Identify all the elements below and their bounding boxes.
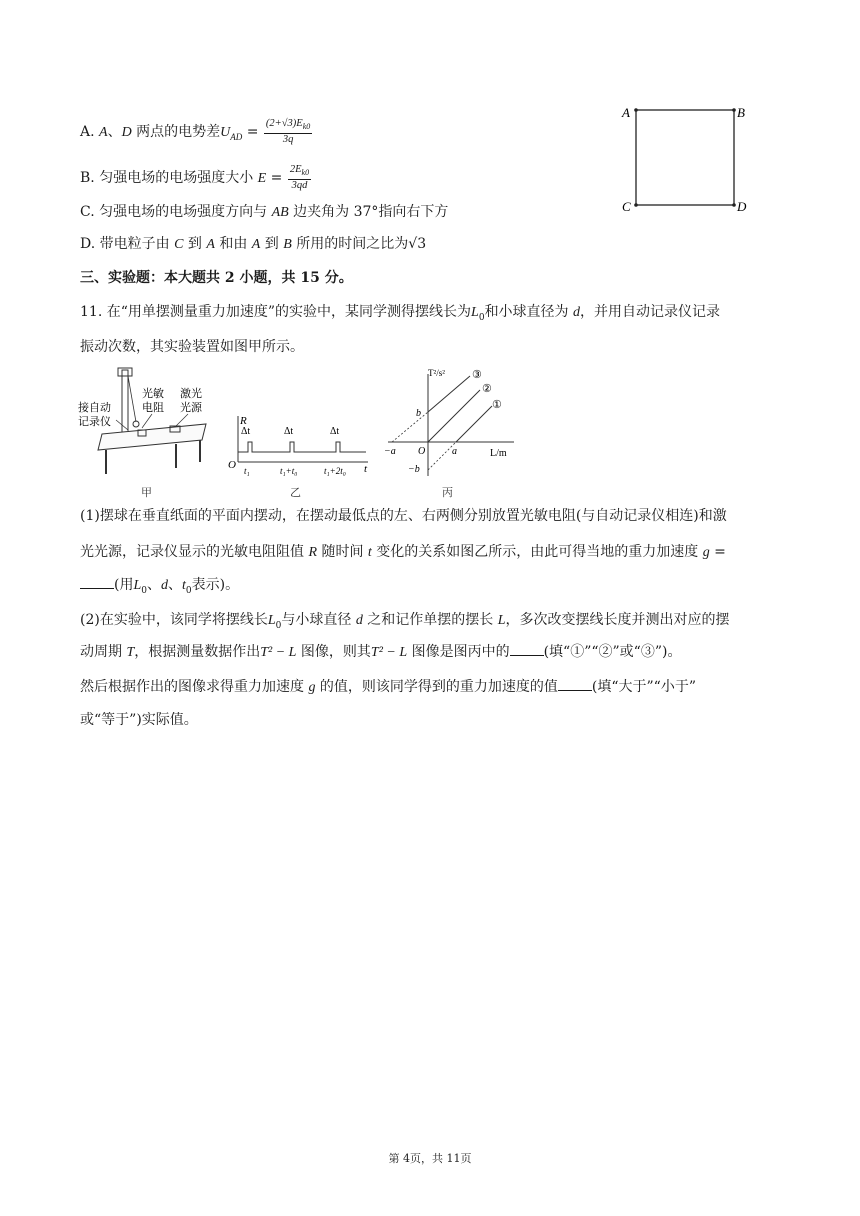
leader-line-2 [142, 414, 152, 428]
label-a: A [622, 105, 630, 120]
svg-text:L/m: L/m [490, 448, 507, 459]
leader-line-3 [176, 414, 188, 426]
point-c [634, 203, 638, 207]
answer-blank-compare[interactable] [558, 678, 592, 691]
p1-line3: (用$L_0$、d、$t_0$表示)。 [80, 575, 239, 601]
fig-bing-label: 丙 [442, 486, 453, 499]
label-d: D [737, 199, 747, 214]
bing-line-3-ext [392, 412, 428, 442]
q11-line2: 振动次数，其实验装置如图甲所示。 [80, 339, 304, 355]
svg-text:③: ③ [472, 369, 482, 381]
svg-text:t₁+2t₀: t₁+2t₀ [324, 466, 346, 476]
p1-line1: (1)摆球在垂直纸面的平面内摆动，在摆动最低点的左、右两侧分别放置光敏电阻(与自动记录仪相连)和激 [80, 508, 727, 524]
svg-text:R: R [240, 415, 247, 427]
svg-text:−a: −a [384, 446, 396, 457]
option-b: B. 匀强电场的电场强度大小 E = $\frac{2E_{k0}}{3qd}$ [80, 164, 310, 192]
svg-text:b: b [416, 408, 421, 419]
svg-text:①: ① [492, 399, 502, 411]
p2-line2: 动周期 T，根据测量数据作出T² − L 图像，则其T² − L 图像是图丙中的 (填“①”“②”或“③”)。 [80, 644, 682, 660]
svg-text:a: a [452, 446, 457, 457]
fraction-b: $\frac{2E_{k0}}{3qd}$ [289, 164, 310, 192]
bing-line-1 [456, 406, 492, 442]
svg-text:O: O [418, 446, 426, 457]
option-c: C. 匀强电场的电场强度方向与 AB 边夹角为 37°指向右下方 [80, 204, 449, 220]
fraction-a: $\frac{(2+√3)E_{k0}}{3q}$ [265, 118, 311, 146]
p2-line1: (2)在实验中，该同学将摆线长$L_0$与小球直径 d 之和记作单摆的摆长 L，多次改变摆线长度并测出对应的摆 [80, 612, 730, 631]
p2-line4: 或“等于”)实际值。 [80, 712, 198, 728]
table-top [98, 424, 206, 450]
bing-line-2 [428, 390, 480, 442]
figure-jia-apparatus [76, 364, 216, 484]
figure-yi-graph [226, 412, 374, 476]
label-b: B [737, 105, 745, 120]
p2-line3: 然后根据作出的图像求得重力加速度 g 的值，则该同学得到的重力加速度的值 (填“大于”“小于” [80, 679, 696, 695]
svg-text:光源: 光源 [180, 402, 202, 414]
option-d: D. 带电粒子由 C 到 A 和由 A 到 B 所用的时间之比为√3 [80, 236, 427, 252]
svg-text:激光: 激光 [180, 388, 202, 400]
svg-text:t₁+t₀: t₁+t₀ [280, 466, 298, 476]
svg-text:T²/s²: T²/s² [428, 368, 445, 378]
svg-text:t: t [364, 463, 368, 475]
p1-line2: 光光源，记录仪显示的光敏电阻阻值 R 随时间 t 变化的关系如图乙所示，由此可得当地的重力加速度 g = [80, 544, 726, 560]
svg-text:接自动: 接自动 [78, 402, 111, 414]
option-a: A. A、D 两点的电势差$U_{AD}$ = $\frac{(2+√3)E_{k0}}{3q}$ [80, 118, 311, 146]
section-heading: 三、实验题：本大题共 2 小题，共 15 分。 [80, 270, 353, 286]
svg-text:t₁: t₁ [244, 466, 250, 476]
yi-signal [238, 442, 366, 452]
page-footer: 第 4页，共 11页 [388, 1152, 472, 1165]
svg-text:光敏: 光敏 [142, 388, 164, 400]
svg-text:记录仪: 记录仪 [78, 416, 111, 428]
point-a [634, 108, 638, 112]
square-abcd [636, 110, 734, 205]
pendulum-string [128, 376, 136, 422]
q11-line1: 11. 在“用单摆测量重力加速度”的实验中，某同学测得摆线长为$L_0$和小球直径为 d，并用自动记录仪记录 [80, 304, 721, 323]
point-d [732, 203, 736, 207]
svg-text:Δt: Δt [330, 426, 340, 437]
stand-clamp [118, 368, 132, 376]
answer-blank-g[interactable] [80, 576, 114, 589]
fig-jia-label: 甲 [141, 486, 152, 499]
svg-text:②: ② [482, 383, 492, 395]
svg-text:Δt: Δt [241, 426, 251, 437]
answer-blank-graph[interactable] [510, 643, 544, 656]
figure-bing-graph [378, 364, 518, 482]
svg-text:Δt: Δt [284, 426, 294, 437]
svg-text:O: O [228, 459, 236, 471]
square-figure [618, 100, 758, 215]
svg-text:电阻: 电阻 [142, 402, 164, 414]
fig-yi-label: 乙 [290, 486, 301, 499]
point-b [732, 108, 736, 112]
label-c: C [622, 199, 631, 214]
svg-text:−b: −b [408, 464, 420, 475]
